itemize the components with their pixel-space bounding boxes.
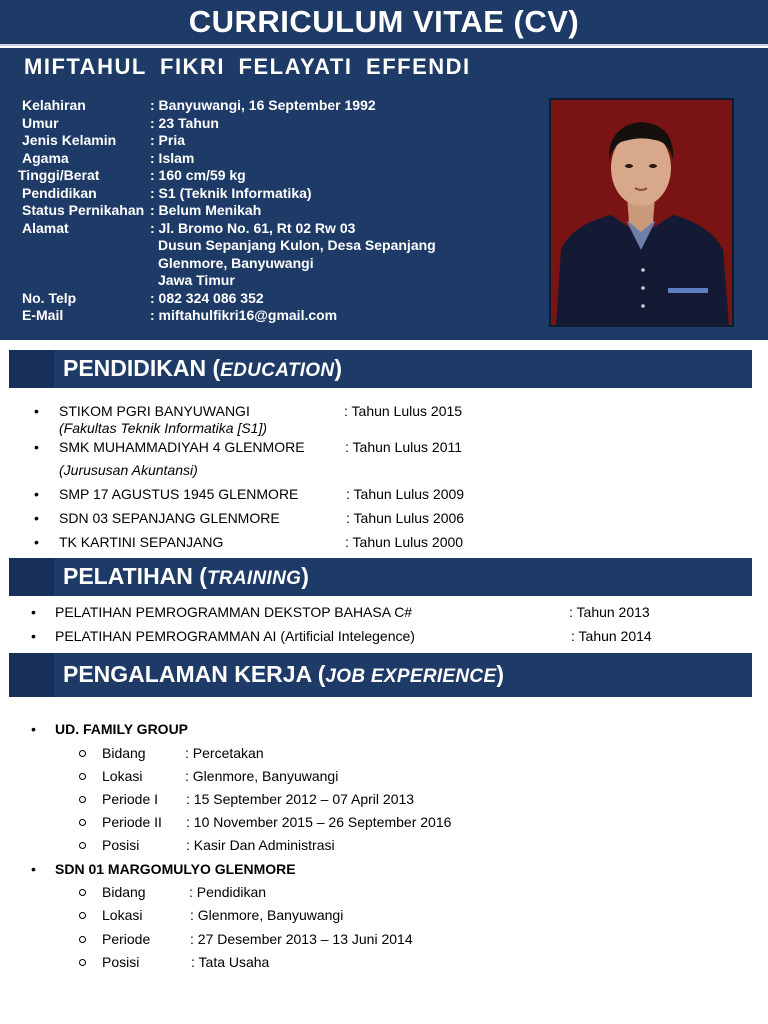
job-detail-label: Periode II bbox=[102, 814, 162, 830]
bullet: • bbox=[31, 604, 36, 620]
training-name: PELATIHAN PEMROGRAMMAN DEKSTOP BAHASA C# bbox=[55, 604, 413, 620]
sub-bullet bbox=[79, 750, 86, 757]
job-detail-label: Posisi bbox=[102, 954, 140, 970]
detail-value: : S1 (Teknik Informatika) bbox=[150, 184, 312, 201]
bullet: • bbox=[31, 721, 36, 737]
job-detail-value: : Percetakan bbox=[185, 745, 264, 761]
job-detail-value: : Glenmore, Banyuwangi bbox=[185, 768, 339, 784]
section-tab bbox=[9, 653, 54, 697]
person-name: MIFTAHUL FIKRI FELAYATI EFFENDI bbox=[24, 54, 471, 79]
training-year: : Tahun 2013 bbox=[569, 604, 650, 620]
job-detail-label: Lokasi bbox=[102, 768, 143, 784]
detail-value: : Jl. Bromo No. 61, Rt 02 Rw 03 bbox=[150, 219, 356, 236]
address-text: Jawa Timur bbox=[158, 272, 235, 288]
section-title bbox=[63, 563, 309, 590]
section-title-en: JOB EXPERIENCE bbox=[325, 666, 497, 687]
job-section-header bbox=[9, 653, 752, 697]
training-name: PELATIHAN PEMROGRAMMAN AI (Artificial Intelegence) bbox=[55, 628, 415, 644]
bullet: • bbox=[31, 861, 36, 877]
sub-bullet bbox=[79, 773, 86, 780]
company-name: SDN 01 MARGOMULYO GLENMORE bbox=[55, 861, 296, 877]
job-detail-value: : Kasir Dan Administrasi bbox=[186, 837, 335, 853]
graduation-year: : Tahun Lulus 2000 bbox=[345, 534, 464, 550]
detail-label: E-Mail bbox=[22, 307, 64, 323]
training-section-header bbox=[9, 558, 752, 596]
section-title-close: ) bbox=[301, 563, 309, 589]
personal-info-panel bbox=[0, 48, 768, 340]
graduation-year: : Tahun Lulus 2011 bbox=[345, 439, 463, 455]
school-name: STIKOM PGRI BANYUWANGI bbox=[59, 403, 250, 419]
bullet: • bbox=[34, 486, 39, 502]
bullet: • bbox=[34, 510, 39, 526]
job-detail-value: : 27 Desember 2013 – 13 Juni 2014 bbox=[190, 931, 413, 947]
detail-value: : Belum Menikah bbox=[150, 202, 262, 218]
section-title-close: ) bbox=[334, 355, 343, 381]
section-title-close: ) bbox=[496, 661, 505, 687]
address-text: Glenmore, Banyuwangi bbox=[158, 254, 314, 271]
sub-bullet bbox=[79, 796, 86, 803]
education-section-header bbox=[9, 350, 752, 388]
job-detail-value: : 15 September 2012 – 07 April 2013 bbox=[186, 791, 415, 807]
detail-value: : Pria bbox=[150, 132, 186, 148]
section-title-text: PELATIHAN ( bbox=[63, 563, 207, 589]
bullet: • bbox=[34, 439, 39, 455]
job-detail-value: : Glenmore, Banyuwangi bbox=[190, 907, 344, 923]
company-name: UD. FAMILY GROUP bbox=[55, 721, 189, 737]
job-detail-value: : Tata Usaha bbox=[191, 954, 270, 970]
address-text: Dusun Sepanjang Kulon, Desa Sepanjang bbox=[158, 237, 436, 253]
detail-label: Jenis Kelamin bbox=[22, 132, 117, 148]
bullet: • bbox=[31, 628, 36, 644]
school-name: SMP 17 AGUSTUS 1945 GLENMORE bbox=[59, 486, 299, 502]
training-year: : Tahun 2014 bbox=[571, 628, 652, 644]
detail-label: Umur bbox=[22, 114, 59, 131]
section-title bbox=[63, 661, 504, 688]
detail-label: Alamat bbox=[22, 219, 69, 236]
school-note: (Fakultas Teknik Informatika [S1]) bbox=[59, 420, 268, 436]
job-detail-label: Lokasi bbox=[102, 907, 143, 923]
title-bar bbox=[0, 0, 768, 46]
detail-label: Tinggi/Berat bbox=[18, 167, 100, 183]
graduation-year: : Tahun Lulus 2015 bbox=[344, 403, 463, 419]
job-detail-value: : 10 November 2015 – 26 September 2016 bbox=[186, 814, 452, 830]
sub-bullet bbox=[79, 936, 86, 943]
sub-bullet bbox=[79, 819, 86, 826]
graduation-year: : Tahun Lulus 2006 bbox=[346, 510, 465, 526]
detail-value: : 23 Tahun bbox=[150, 114, 219, 131]
job-detail-label: Periode bbox=[102, 931, 151, 947]
bullet: • bbox=[34, 534, 39, 550]
section-title-en: EDUCATION bbox=[220, 360, 335, 381]
school-name: SDN 03 SEPANJANG GLENMORE bbox=[59, 510, 280, 526]
school-name: SMK MUHAMMADIYAH 4 GLENMORE bbox=[59, 439, 305, 455]
detail-label: Agama bbox=[22, 149, 69, 166]
detail-value: : 160 cm/59 kg bbox=[150, 167, 246, 183]
section-tab bbox=[9, 350, 54, 388]
school-name: TK KARTINI SEPANJANG bbox=[59, 534, 224, 550]
section-title bbox=[63, 355, 342, 382]
page-title: CURRICULUM VITAE (CV) bbox=[188, 4, 580, 39]
detail-value: : miftahulfikri16@gmail.com bbox=[150, 307, 338, 323]
sub-bullet bbox=[79, 842, 86, 849]
detail-label: Pendidikan bbox=[22, 184, 97, 201]
section-title-en: TRAINING bbox=[206, 568, 302, 589]
profile-photo bbox=[549, 98, 734, 327]
detail-label: Status Pernikahan bbox=[22, 202, 145, 218]
job-detail-label: Bidang bbox=[102, 884, 146, 900]
job-detail-label: Bidang bbox=[102, 745, 146, 761]
job-detail-value: : Pendidikan bbox=[189, 884, 267, 900]
detail-label: Kelahiran bbox=[22, 97, 86, 113]
detail-label: No. Telp bbox=[22, 289, 77, 306]
detail-value: : 082 324 086 352 bbox=[150, 289, 264, 306]
sub-bullet bbox=[79, 959, 86, 966]
bullet: • bbox=[34, 403, 39, 419]
detail-value: : Banyuwangi, 16 September 1992 bbox=[150, 97, 376, 113]
sub-bullet bbox=[79, 912, 86, 919]
job-detail-label: Posisi bbox=[102, 837, 140, 853]
detail-value: : Islam bbox=[150, 149, 195, 166]
section-title-text: PENDIDIKAN ( bbox=[63, 355, 221, 381]
section-tab bbox=[9, 558, 54, 596]
job-detail-label: Periode I bbox=[102, 791, 159, 807]
section-title-text: PENGALAMAN KERJA ( bbox=[63, 661, 326, 687]
school-note: (Jurususan Akuntansi) bbox=[59, 462, 198, 478]
graduation-year: : Tahun Lulus 2009 bbox=[346, 486, 465, 502]
sub-bullet bbox=[79, 889, 86, 896]
